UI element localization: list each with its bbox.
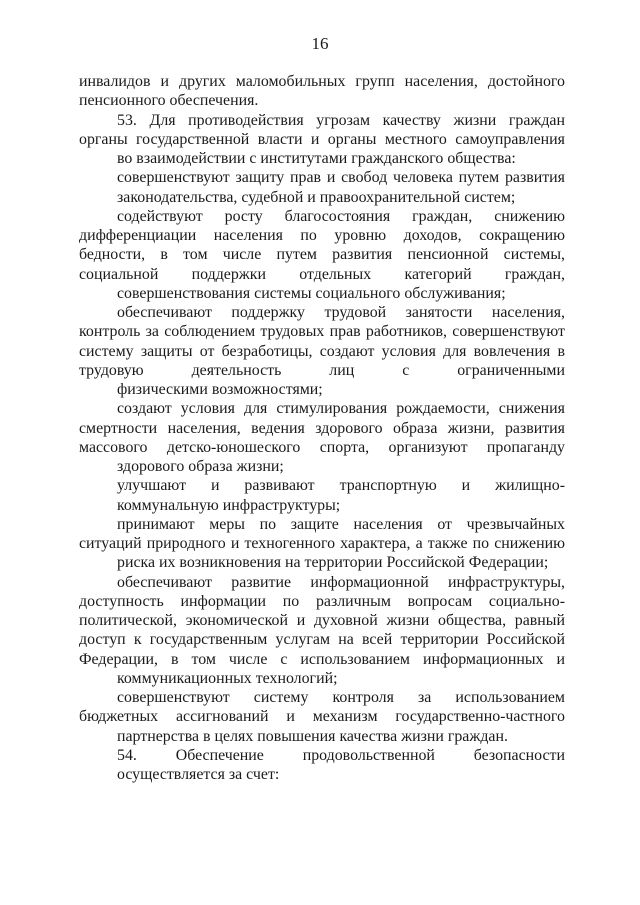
- paragraph: [79, 303, 565, 399]
- text-line-last: здорового образа жизни;: [117, 458, 284, 475]
- paragraph: [79, 476, 565, 515]
- text-line: бедности, в том числе путем развития пенсионной системы,: [79, 246, 565, 264]
- text-line: обеспечивают поддержку трудовой занятости населения,: [117, 304, 565, 321]
- paragraph: [79, 72, 565, 111]
- text-line: создают условия для стимулирования рождаемости, снижения: [117, 400, 565, 418]
- paragraph: [79, 573, 565, 689]
- text-line: совершенствуют систему защиты от безработицы, создают условия: [79, 323, 565, 360]
- paragraph: [79, 207, 565, 303]
- text-line: Федерации, в том числе с использованием информационных и: [79, 650, 565, 668]
- text-line: 54. Обеспечение продовольственной безопасности: [117, 746, 565, 764]
- paragraph: [79, 515, 565, 573]
- text-line-last: совершенствования системы социального обслуживания;: [117, 284, 506, 302]
- text-line: 53. Для противодействия угрозам качеству жизни граждан: [117, 111, 565, 129]
- text-line-last: коммуникационных технологий;: [117, 669, 338, 687]
- text-line: контроль за соблюдением трудовых прав работников,: [79, 323, 448, 341]
- text-line: совершенствуют систему контроля за использованием: [117, 689, 565, 706]
- paragraph: [79, 399, 565, 476]
- text-line: политической, экономической и духовной жизни общества, равный: [79, 612, 565, 629]
- text-line: социальной поддержки отдельных категорий граждан,: [79, 265, 565, 283]
- paragraph: [79, 111, 565, 169]
- text-line: ситуаций природного и техногенного характера, а также по снижению: [79, 535, 565, 552]
- text-line-last: партнерства в целях повышения качества жизни граждан.: [117, 727, 508, 745]
- text-line: доступ к государственным услугам на всей территории Российской: [79, 631, 565, 649]
- text-line-last: коммунальную инфраструктуры;: [117, 496, 341, 514]
- paragraph: [79, 168, 565, 207]
- text-line: органы государственной власти и органы местного самоуправления: [79, 130, 565, 148]
- text-line: доступность информации по различным вопросам социально-: [79, 592, 565, 610]
- text-line-last: пенсионного обеспечения.: [79, 92, 259, 110]
- text-line-last: физическими возможностями;: [117, 381, 323, 398]
- text-line-last: во взаимодействии с институтами гражданского общества:: [117, 150, 516, 167]
- text-line: содействуют росту благосостояния граждан, снижению: [117, 207, 565, 225]
- text-line: бюджетных ассигнований и механизм государственно-частного: [79, 708, 565, 726]
- paragraph: [79, 688, 565, 746]
- text-line: массового детско-юношеского спорта, организуют пропаганду: [79, 438, 565, 456]
- paragraph: [79, 746, 565, 785]
- text-line-last: осуществляется за счет:: [117, 766, 280, 783]
- text-line: для вовлечения в трудовую деятельность лиц с ограниченными: [79, 342, 565, 379]
- text-line: обеспечивают развитие информационной инфраструктуры,: [117, 573, 565, 591]
- text-line: дифференциации населения по уровню доходов, сокращению: [79, 227, 565, 244]
- text-line-last: законодательства, судебной и правоохранительной систем;: [117, 188, 516, 206]
- text-line: смертности населения, ведения здорового образа жизни, развития: [79, 419, 565, 437]
- text-line: принимают меры по защите населения от чрезвычайных: [117, 515, 565, 533]
- text-line: инвалидов и других маломобильных групп населения, достойного: [79, 73, 565, 90]
- page-number: 16: [311, 34, 329, 53]
- text-line-last: риска их возникновения на территории Российской Федерации;: [117, 554, 549, 572]
- document-body: [79, 72, 565, 784]
- text-line: совершенствуют защиту прав и свобод человека путем развития: [117, 169, 565, 187]
- text-line: улучшают и развивают транспортную и жилищно-: [117, 477, 565, 495]
